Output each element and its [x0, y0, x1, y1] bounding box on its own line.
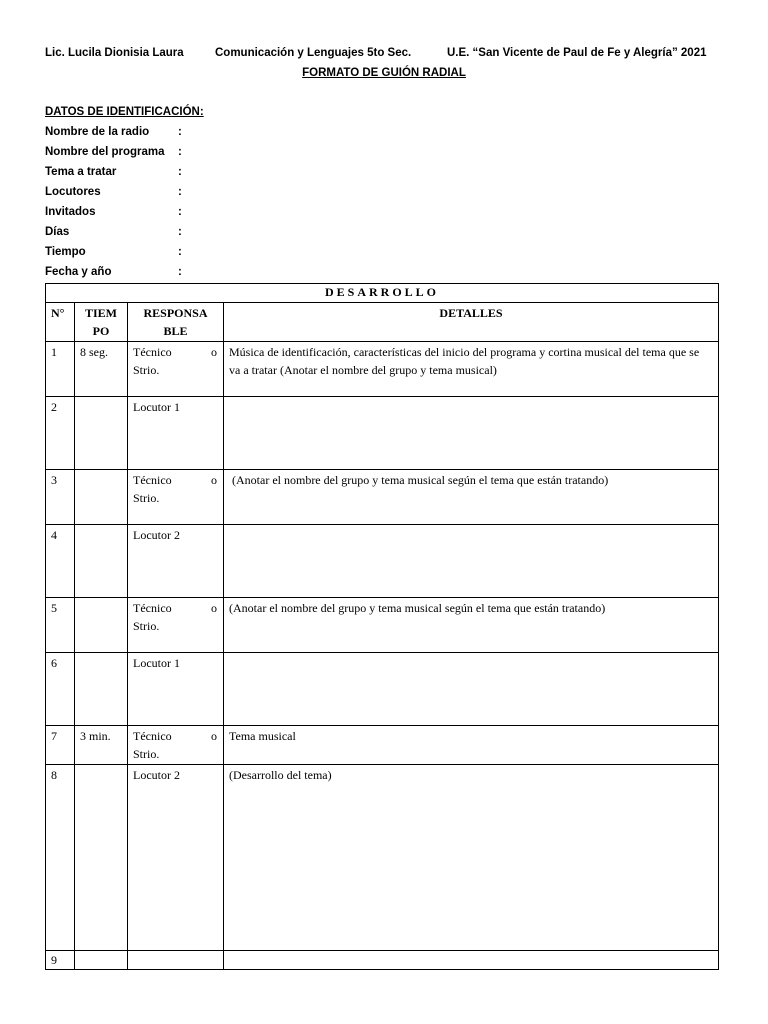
responsible-role: Técnico: [133, 345, 172, 359]
row-details: (Desarrollo del tema): [224, 765, 719, 951]
col-number-header: N°: [46, 303, 75, 342]
row-responsible: [128, 598, 224, 653]
field-announcers: [45, 186, 182, 202]
row-number: 7: [46, 726, 75, 765]
table-row: [46, 765, 719, 951]
field-colon: :: [178, 126, 182, 138]
field-topic: [45, 166, 182, 182]
row-time: [75, 653, 128, 726]
col-responsible-header-line1: RESPONSA: [143, 306, 208, 320]
row-responsible: [128, 397, 224, 470]
table-row: [46, 653, 719, 726]
row-details: [224, 951, 719, 970]
field-colon: :: [178, 226, 182, 238]
document-title: [0, 67, 768, 79]
responsible-role: Técnico: [133, 601, 172, 615]
row-number: 3: [46, 470, 75, 525]
responsible-alt: Strio.: [133, 619, 160, 633]
responsible-role: Locutor 2: [133, 528, 180, 542]
table-row: [46, 726, 719, 765]
field-label: Fecha y año: [45, 266, 112, 278]
table-row: [46, 470, 719, 525]
column-header-row: [46, 303, 719, 342]
course-subject: Comunicación y Lenguajes 5to Sec.: [215, 47, 412, 59]
field-colon: :: [178, 186, 182, 198]
field-time: [45, 246, 182, 262]
col-responsible-header-line2: BLE: [163, 324, 188, 338]
field-date-year: [45, 266, 182, 282]
identification-heading: DATOS DE IDENTIFICACIÓN:: [45, 106, 204, 118]
row-number: 1: [46, 342, 75, 397]
responsible-role: Locutor 1: [133, 400, 180, 414]
field-label: Nombre de la radio: [45, 126, 150, 138]
field-colon: :: [178, 146, 182, 158]
table-row: [46, 525, 719, 598]
row-number: 4: [46, 525, 75, 598]
field-guests: [45, 206, 182, 222]
field-program-name: [45, 146, 182, 162]
responsible-or: o: [211, 729, 217, 743]
responsible-role: Técnico: [133, 473, 172, 487]
row-number: 9: [46, 951, 75, 970]
row-details: Tema musical: [224, 726, 719, 765]
row-responsible: [128, 726, 224, 765]
row-details: [224, 653, 719, 726]
script-table: [45, 283, 719, 970]
col-time-header-line2: PO: [92, 324, 110, 338]
responsible-or: o: [211, 473, 217, 487]
col-details-header: DETALLES: [224, 303, 719, 342]
row-details: (Anotar el nombre del grupo y tema musical según el tema que están tratando): [224, 470, 719, 525]
responsible-alt: Strio.: [133, 491, 160, 505]
row-number: 6: [46, 653, 75, 726]
row-responsible: [128, 951, 224, 970]
row-time: [75, 951, 128, 970]
col-responsible-header: [128, 303, 224, 342]
row-number: 2: [46, 397, 75, 470]
table-row: [46, 342, 719, 397]
school-name: U.E. “San Vicente de Paul de Fe y Alegría” 2021: [447, 47, 707, 59]
field-colon: :: [178, 206, 182, 218]
responsible-role: Locutor 2: [133, 768, 180, 782]
row-time: [75, 470, 128, 525]
responsible-or: o: [211, 601, 217, 615]
field-colon: :: [178, 266, 182, 278]
row-responsible: [128, 653, 224, 726]
field-label: Días: [45, 226, 70, 238]
row-responsible: [128, 470, 224, 525]
field-colon: :: [178, 246, 182, 258]
row-time: [75, 598, 128, 653]
field-days: [45, 226, 182, 242]
responsible-role: Locutor 1: [133, 656, 180, 670]
field-colon: :: [178, 166, 182, 178]
document-title-text: FORMATO DE GUIÓN RADIAL: [302, 67, 466, 79]
row-time: [75, 397, 128, 470]
responsible-alt: Strio.: [133, 747, 160, 761]
field-label: Nombre del programa: [45, 146, 165, 158]
author-name: Lic. Lucila Dionisia Laura: [45, 47, 184, 59]
field-label: Locutores: [45, 186, 101, 198]
col-time-header-line1: TIEM: [84, 306, 117, 320]
table-row: [46, 598, 719, 653]
field-radio-name: [45, 126, 182, 142]
responsible-alt: Strio.: [133, 363, 160, 377]
table-row: [46, 951, 719, 970]
row-number: 8: [46, 765, 75, 951]
col-time-header: [75, 303, 128, 342]
row-responsible: [128, 525, 224, 598]
row-details: [224, 525, 719, 598]
responsible-role: Técnico: [133, 729, 172, 743]
row-details: Música de identificación, características del inicio del programa y cortina musical del tema que se va a tratar (Anotar el nombre del grupo y tema musical): [224, 342, 719, 397]
table-row: [46, 397, 719, 470]
row-number: 5: [46, 598, 75, 653]
row-details: [224, 397, 719, 470]
table-heading-row: [46, 284, 719, 303]
row-responsible: [128, 765, 224, 951]
row-time: [75, 765, 128, 951]
row-details: (Anotar el nombre del grupo y tema musical según el tema que están tratando): [224, 598, 719, 653]
responsible-or: o: [211, 345, 217, 359]
field-label: Invitados: [45, 206, 96, 218]
row-time: 3 min.: [75, 726, 128, 765]
field-label: Tema a tratar: [45, 166, 117, 178]
row-time: 8 seg.: [75, 342, 128, 397]
row-responsible: [128, 342, 224, 397]
field-label: Tiempo: [45, 246, 86, 258]
development-heading: DESARROLLO: [46, 284, 719, 303]
row-time: [75, 525, 128, 598]
